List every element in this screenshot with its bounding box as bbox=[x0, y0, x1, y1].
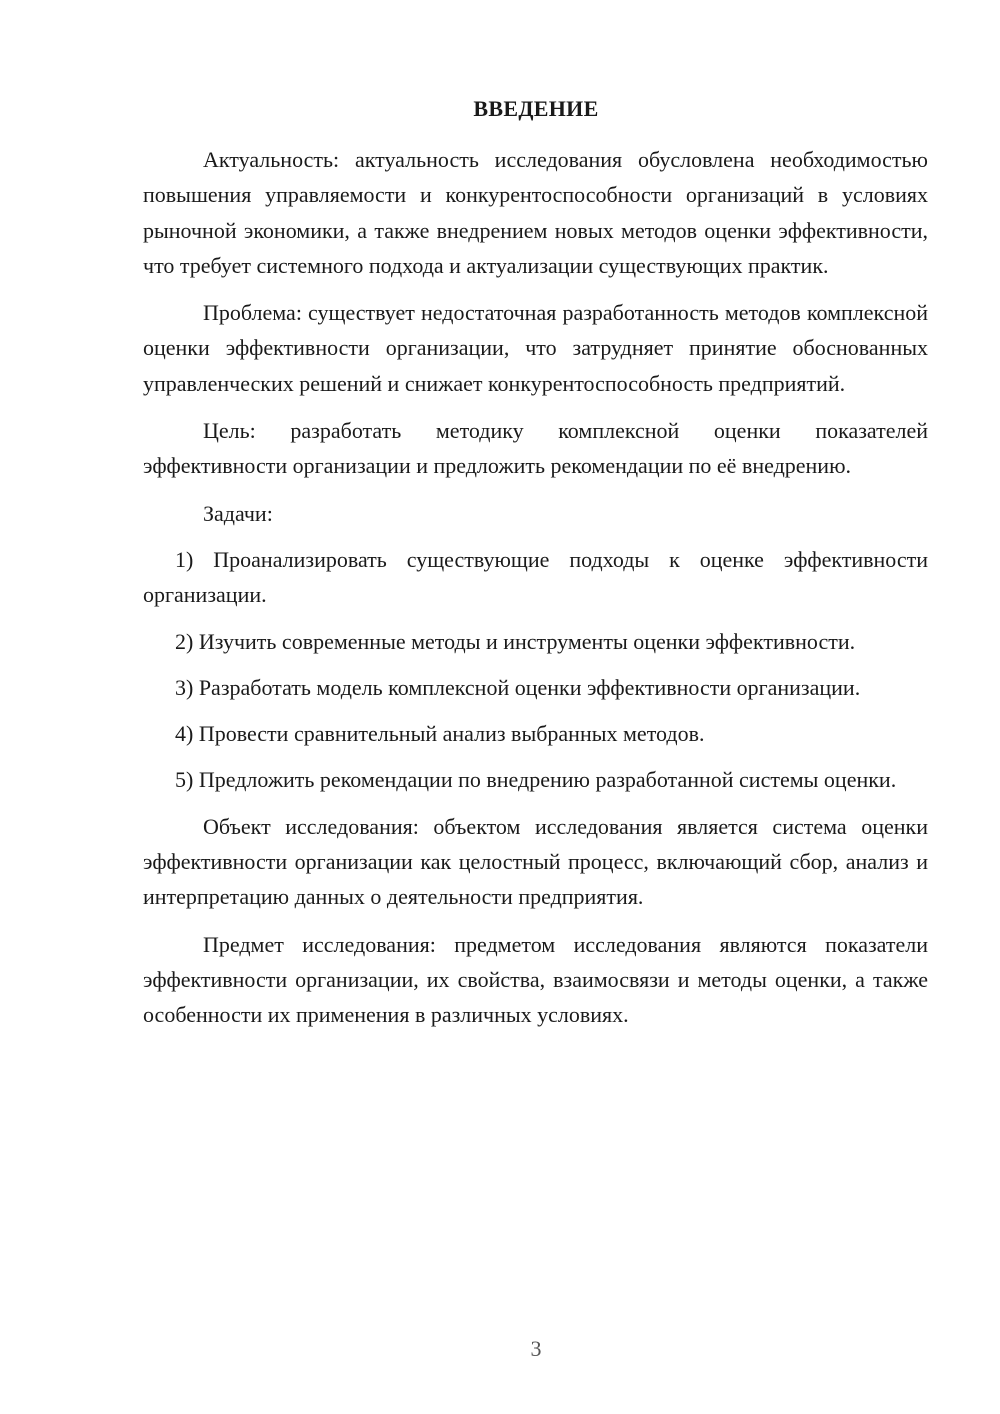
paragraph-object: Объект исследования: объектом исследования является система оценки эффективности организации как целостный процесс, включающий сбор, анализ и интерпретацию данных о деятельности предприятия. bbox=[143, 813, 928, 910]
task-item-2: 2) Изучить современные методы и инструменты оценки эффективности. bbox=[175, 628, 856, 654]
tasks-label: Задачи: bbox=[203, 500, 273, 526]
paragraph-goal: Цель: разработать методику комплексной оценки показателей эффективности организации и предложить рекомендации по её внедрению. bbox=[143, 418, 928, 479]
paragraph-relevance: Актуальность: актуальность исследования обусловлена необходимостью повышения управляемости и конкурентоспособности организаций в условиях рыночной экономики, а также внедрением новых методов оценки эффективности, что требует системного подхода и актуализации существующих практик. bbox=[143, 147, 928, 278]
body-text bbox=[143, 142, 928, 1045]
page-number: 3 bbox=[530, 1336, 542, 1361]
section-heading: ВВЕДЕНИЕ bbox=[473, 96, 599, 121]
task-item-4: 4) Провести сравнительный анализ выбранных методов. bbox=[175, 721, 705, 747]
task-item-1: 1) Проанализировать существующие подходы к оценке эффективности организации. bbox=[143, 546, 928, 608]
paragraph-problem: Проблема: существует недостаточная разработанность методов комплексной оценки эффективности организации, что затрудняет принятие обоснованных управленческих решений и снижает конкурентоспособность предприятий. bbox=[143, 300, 928, 396]
paragraph-subject: Предмет исследования: предметом исследования являются показатели эффективности организации, их свойства, взаимосвязи и методы оценки, а также особенности их применения в различных условиях. bbox=[143, 931, 928, 1028]
task-item-5: 5) Предложить рекомендации по внедрению разработанной системы оценки. bbox=[175, 767, 897, 793]
task-item-3: 3) Разработать модель комплексной оценки эффективности организации. bbox=[175, 674, 861, 700]
